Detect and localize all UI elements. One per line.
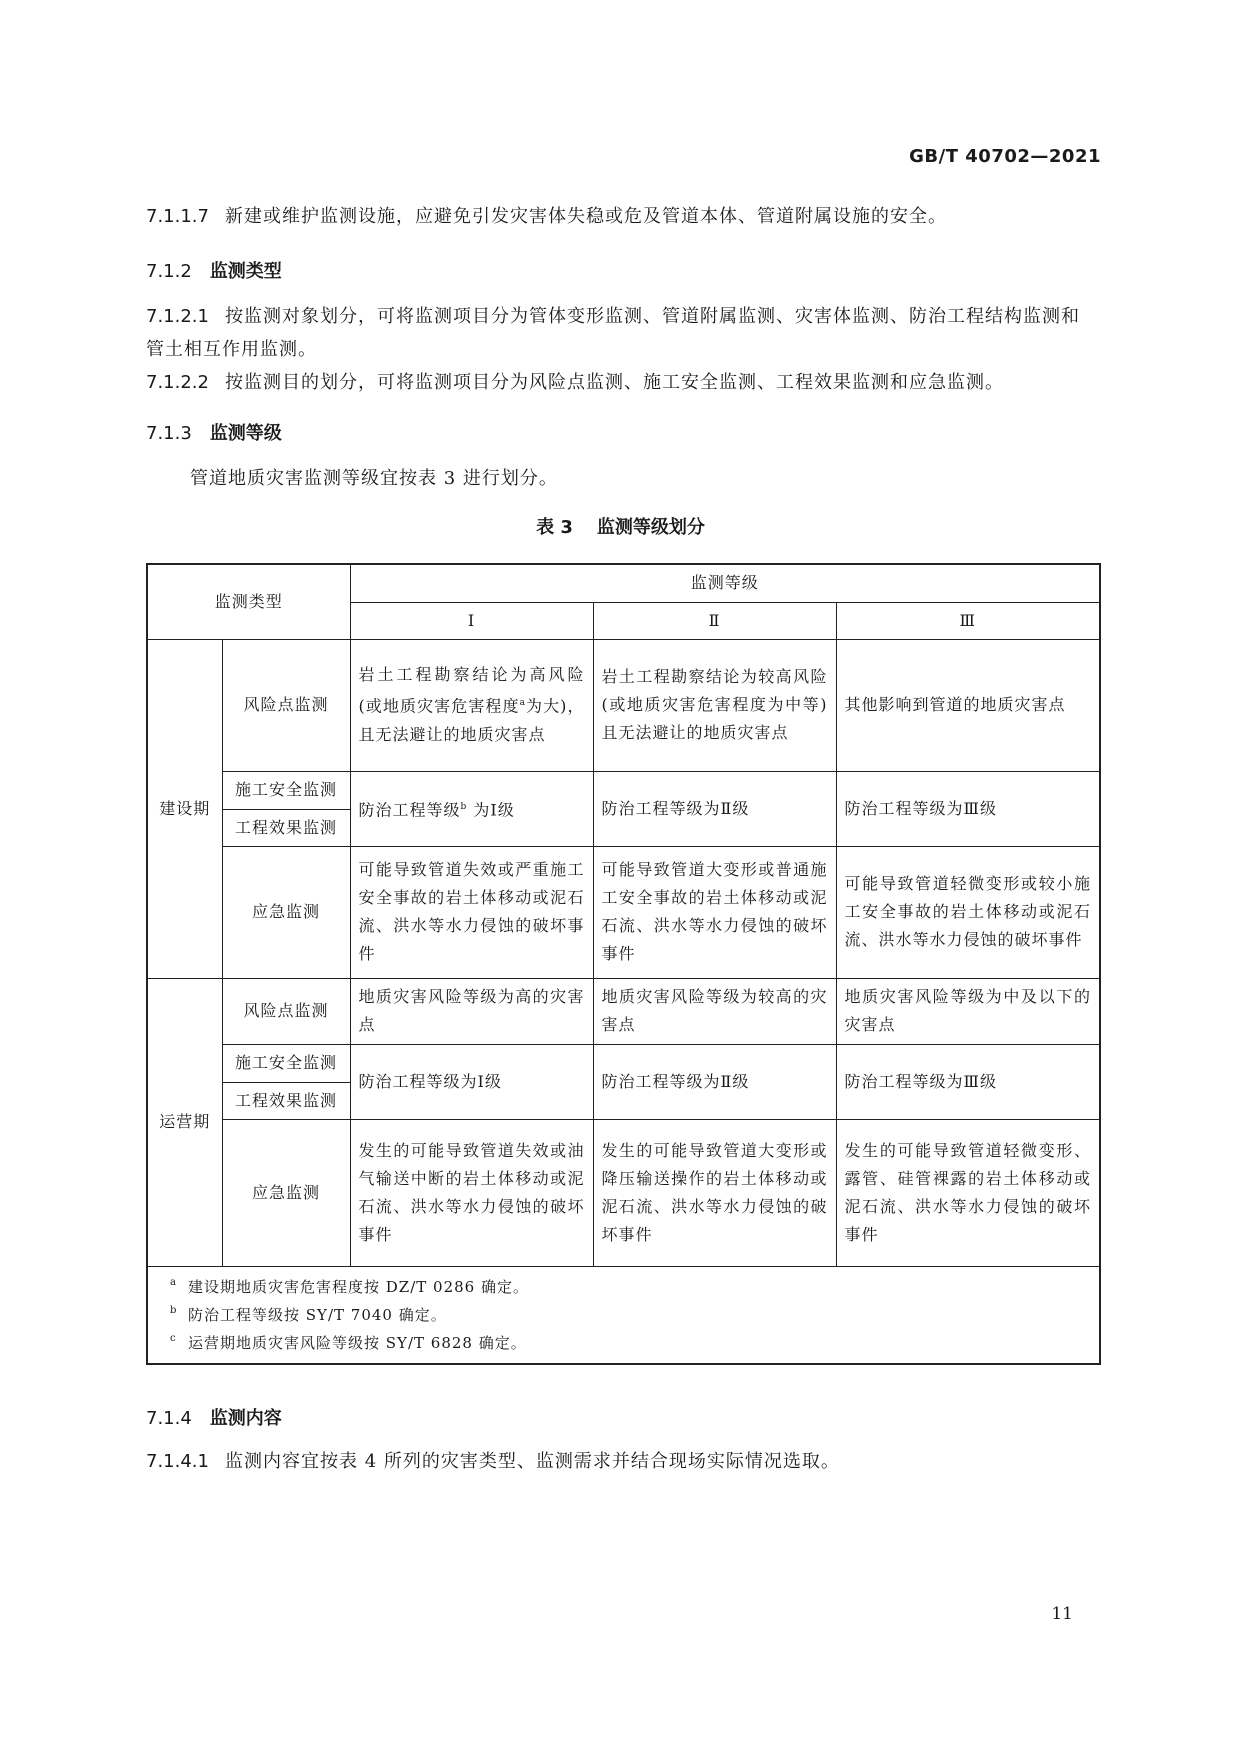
clause-7-1-1-7	[146, 200, 1096, 233]
heading-number: 7.1.2	[146, 261, 192, 282]
row-label-safety: 施工安全监测	[222, 1044, 350, 1082]
table-header-row	[147, 564, 1100, 602]
row-label-risk: 风险点监测	[222, 639, 350, 771]
table-cell: 防治工程等级为Ⅲ级	[836, 1044, 1100, 1119]
table-cell: 其他影响到管道的地质灾害点	[836, 639, 1100, 771]
monitoring-grade-table	[146, 563, 1101, 1365]
header-monitoring-type: 监测类型	[147, 564, 350, 639]
table-cell: 可能导致管道失效或严重施工安全事故的岩土体移动或泥石流、洪水等水力侵蚀的破坏事件	[350, 846, 593, 978]
row-label-effect: 工程效果监测	[222, 809, 350, 846]
footnote-text: 防治工程等级按 SY/T 7040 确定。	[188, 1305, 447, 1324]
cell-text: 防治工程等级	[358, 800, 461, 820]
table-cell: 防治工程等级为Ⅱ级	[593, 771, 836, 846]
heading-7-1-4	[146, 1404, 282, 1430]
clause-7-1-4-1	[146, 1445, 1096, 1478]
footnote-mark: c	[170, 1332, 177, 1344]
period-construction: 建设期	[147, 639, 222, 978]
table-cell: 地质灾害风险等级为高的灾害点	[350, 978, 593, 1044]
clause-number: 7.1.4.1	[146, 1451, 209, 1472]
row-label-safety: 施工安全监测	[222, 771, 350, 809]
header-grade-3: Ⅲ	[836, 602, 1100, 639]
table-cell: 发生的可能导致管道失效或油气输送中断的岩土体移动或泥石流、洪水等水力侵蚀的破坏事件	[350, 1119, 593, 1266]
cell-text: 岩土工程勘察结论为高风险(或地质灾害危害程度	[358, 665, 585, 716]
table-cell	[350, 771, 593, 846]
table-row	[147, 978, 1100, 1044]
clause-number: 7.1.1.7	[146, 206, 209, 227]
clause-text: 按监测目的划分，可将监测项目分为风险点监测、施工安全监测、工程效果监测和应急监测。	[224, 372, 1004, 393]
clause-number: 7.1.2.2	[146, 372, 209, 393]
table-row	[147, 771, 1100, 809]
page-number: 11	[1051, 1604, 1073, 1624]
footnote	[170, 1329, 1087, 1357]
clause-text: 新建或维护监测设施，应避免引发灾害体失稳或危及管道本体、管道附属设施的安全。	[224, 206, 947, 227]
footnote-mark: a	[170, 1276, 177, 1288]
footnote-ref: a	[519, 698, 526, 709]
table-cell: 地质灾害风险等级为较高的灾害点	[593, 978, 836, 1044]
clause-text: 监测内容宜按表 4 所列的灾害类型、监测需求并结合现场实际情况选取。	[224, 1451, 840, 1472]
table-cell	[350, 639, 593, 771]
table-title: 监测等级划分	[596, 517, 705, 538]
footnote-text: 运营期地质灾害风险等级按 SY/T 6828 确定。	[188, 1333, 527, 1352]
footnote-ref: b	[460, 801, 468, 812]
table-footnotes-row	[147, 1266, 1100, 1364]
row-label-emergency: 应急监测	[222, 846, 350, 978]
footnote	[170, 1301, 1087, 1329]
heading-number: 7.1.4	[146, 1408, 192, 1429]
table-cell: 防治工程等级为Ⅲ级	[836, 771, 1100, 846]
cell-text: 为Ⅰ级	[467, 800, 515, 820]
clause-number: 7.1.2.1	[146, 306, 209, 327]
row-label-risk: 风险点监测	[222, 978, 350, 1044]
heading-number: 7.1.3	[146, 423, 192, 444]
table-cell: 发生的可能导致管道轻微变形、露管、硅管裸露的岩土体移动或泥石流、洪水等水力侵蚀的破坏事件	[836, 1119, 1100, 1266]
table-cell: 地质灾害风险等级为中及以下的灾害点	[836, 978, 1100, 1044]
clause-7-1-2-1	[146, 300, 1096, 366]
table-caption	[0, 513, 1241, 539]
clause-7-1-2-2	[146, 366, 1096, 399]
header-grade-1: Ⅰ	[350, 602, 593, 639]
table-row	[147, 639, 1100, 771]
period-operation: 运营期	[147, 978, 222, 1266]
heading-7-1-3	[146, 419, 282, 445]
clause-text: 按监测对象划分，可将监测项目分为管体变形监测、管道附属监测、灾害体监测、防治工程结构监测和管土相互作用监测。	[146, 306, 1080, 360]
footnote-text: 建设期地质灾害危害程度按 DZ/T 0286 确定。	[188, 1277, 529, 1296]
table-row	[147, 1044, 1100, 1082]
table-footnotes	[147, 1266, 1100, 1364]
table-cell: 防治工程等级为Ⅰ级	[350, 1044, 593, 1119]
footnote-mark: b	[170, 1304, 178, 1316]
table-number: 表 3	[536, 517, 573, 538]
header-monitoring-grade: 监测等级	[350, 564, 1100, 602]
cell-text: 为大)，且无法避让的地质灾害点	[358, 696, 585, 744]
heading-7-1-2	[146, 257, 282, 283]
table-row	[147, 846, 1100, 978]
heading-title: 监测内容	[209, 1408, 282, 1429]
table-cell: 可能导致管道轻微变形或较小施工安全事故的岩土体移动或泥石流、洪水等水力侵蚀的破坏事件	[836, 846, 1100, 978]
footnote	[170, 1273, 1087, 1301]
table-cell: 可能导致管道大变形或普通施工安全事故的岩土体移动或泥石流、洪水等水力侵蚀的破坏事件	[593, 846, 836, 978]
clause-7-1-3-body: 管道地质灾害监测等级宜按表 3 进行划分。	[190, 468, 558, 489]
heading-title: 监测类型	[209, 261, 282, 282]
table-row	[147, 1119, 1100, 1266]
table-cell: 发生的可能导致管道大变形或降压输送操作的岩土体移动或泥石流、洪水等水力侵蚀的破坏事件	[593, 1119, 836, 1266]
table-cell: 岩土工程勘察结论为较高风险(或地质灾害危害程度为中等)且无法避让的地质灾害点	[593, 639, 836, 771]
header-grade-2: Ⅱ	[593, 602, 836, 639]
heading-title: 监测等级	[209, 423, 282, 444]
table-cell: 防治工程等级为Ⅱ级	[593, 1044, 836, 1119]
row-label-emergency: 应急监测	[222, 1119, 350, 1266]
row-label-effect: 工程效果监测	[222, 1082, 350, 1119]
standard-code: GB/T 40702—2021	[909, 146, 1101, 167]
